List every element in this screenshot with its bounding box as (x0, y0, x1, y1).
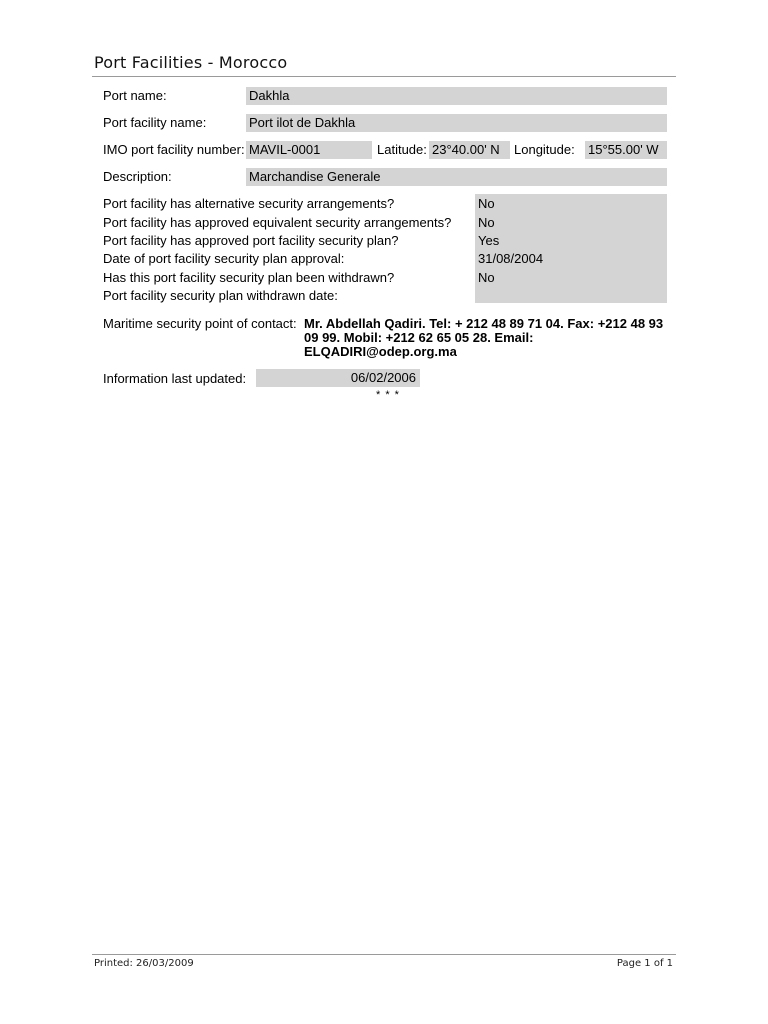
longitude-value: 15°55.00' W (585, 141, 667, 159)
latitude-label: Latitude: (377, 142, 427, 157)
title-divider (92, 76, 676, 77)
security-question: Date of port facility security plan approval: (103, 251, 345, 266)
port-name-value: Dakhla (246, 87, 667, 105)
security-question: Port facility has approved port facility security plan? (103, 233, 399, 248)
security-answers-panel (475, 194, 667, 303)
page-number: Page 1 of 1 (616, 958, 673, 969)
security-question: Port facility security plan withdrawn date: (103, 288, 338, 303)
security-answer: No (478, 196, 495, 211)
printed-date: Printed: 26/03/2009 (94, 958, 194, 969)
security-answer: No (478, 215, 495, 230)
security-answer: No (478, 270, 495, 285)
footer-divider (92, 954, 676, 955)
security-answer: Yes (478, 233, 500, 248)
port-name-label: Port name: (103, 88, 167, 103)
description-label: Description: (103, 169, 172, 184)
imo-label: IMO port facility number: (103, 142, 245, 157)
contact-value: Mr. Abdellah Qadiri. Tel: + 212 48 89 71 04. Fax: +212 48 93 09 99. Mobil: +212 62 65 05 28. Email: ELQADIRI@odep.org.ma (304, 316, 664, 359)
contact-label: Maritime security point of contact: (103, 316, 297, 331)
end-marker: * * * (376, 389, 400, 401)
page-title: Port Facilities - Morocco (94, 53, 288, 72)
security-question: Port facility has alternative security arrangements? (103, 196, 395, 211)
updated-label: Information last updated: (103, 371, 247, 386)
latitude-value: 23°40.00' N (429, 141, 510, 159)
imo-value: MAVIL-0001 (246, 141, 372, 159)
security-question: Has this port facility security plan been withdrawn? (103, 270, 395, 285)
facility-name-label: Port facility name: (103, 115, 207, 130)
updated-value: 06/02/2006 (256, 369, 420, 387)
description-value: Marchandise Generale (246, 168, 667, 186)
longitude-label: Longitude: (514, 142, 575, 157)
security-answer: 31/08/2004 (478, 251, 544, 266)
facility-name-value: Port ilot de Dakhla (246, 114, 667, 132)
security-question: Port facility has approved equivalent security arrangements? (103, 215, 452, 230)
